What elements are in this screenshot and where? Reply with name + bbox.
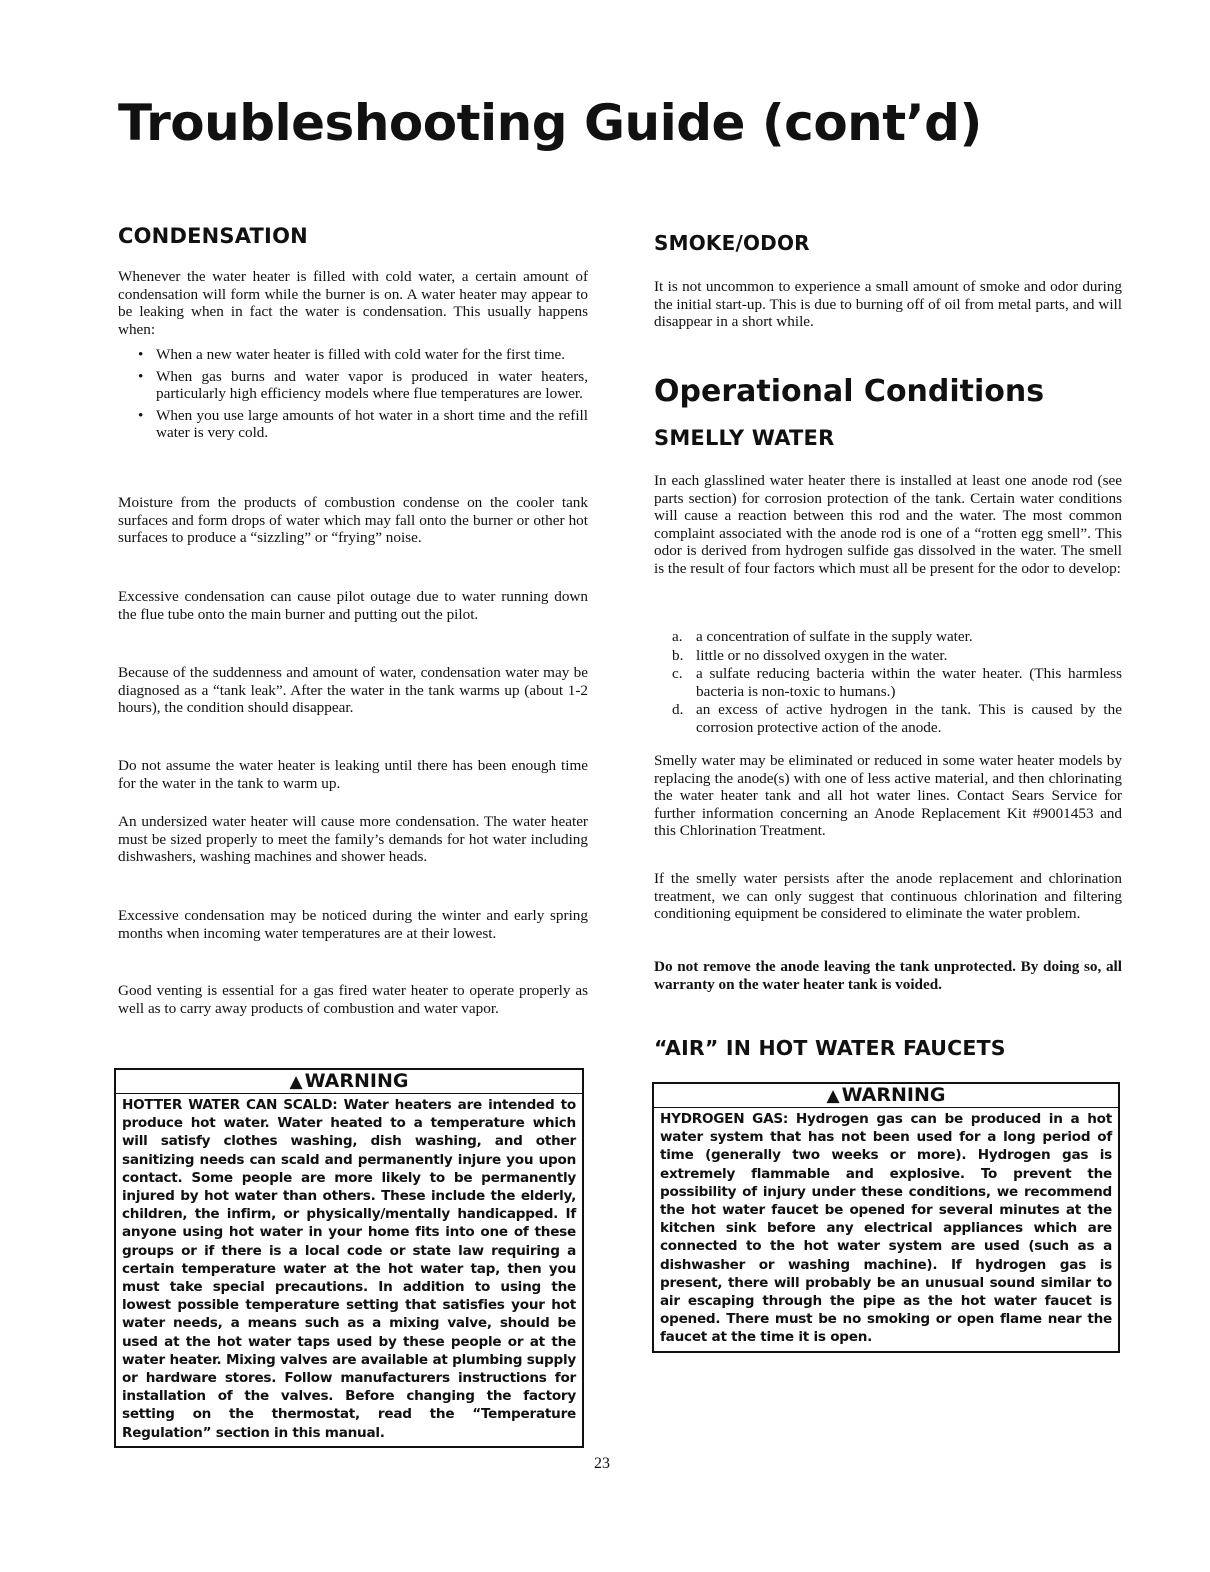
smoke-odor-heading: SMOKE/ODOR	[654, 231, 810, 255]
operational-conditions-heading: Operational Conditions	[654, 374, 1045, 409]
condensation-paragraph: Moisture from the products of combustion condense on the cooler tank surfaces and form drops of water which may fall onto the burner or other hot surfaces to produce a “sizzling” or “frying” noise.	[118, 494, 588, 547]
scald-warning-box	[114, 1068, 584, 1448]
list-marker: b.	[672, 646, 684, 664]
air-in-faucets-heading: “AIR” IN HOT WATER FAUCETS	[654, 1036, 1006, 1060]
condensation-bullet-list	[114, 346, 588, 446]
warning-title	[654, 1084, 1118, 1108]
page-number: 23	[594, 1455, 610, 1472]
list-item	[652, 665, 1122, 700]
list-item: • When a new water heater is filled with cold water for the first time.	[114, 346, 588, 364]
anode-warning-note: Do not remove the anode leaving the tank unprotected. By doing so, all warranty on the water heater tank is voided.	[654, 958, 1122, 993]
list-item: • When gas burns and water vapor is produced in water heaters, particularly high efficiency models where flue temperatures are lower.	[114, 368, 588, 403]
list-item	[652, 628, 1122, 646]
list-item: • When you use large amounts of hot water in a short time and the refill water is very cold.	[114, 407, 588, 442]
warning-title-text: WARNING	[841, 1084, 946, 1106]
list-item-text: an excess of active hydrogen in the tank. This is caused by the corrosion protective action of the anode.	[696, 701, 1122, 736]
condensation-paragraph: Because of the suddenness and amount of water, condensation water may be diagnosed as a “tank leak”. After the water in the tank warms up (about 1-2 hours), the condition should disappear.	[118, 664, 588, 717]
condensation-paragraph: Do not assume the water heater is leaking until there has been enough time for the water in the tank to warm up.	[118, 757, 588, 792]
warning-title	[116, 1070, 582, 1094]
smoke-odor-text: It is not uncommon to experience a small amount of smoke and odor during the initial start-up. This is due to burning off of oil from metal parts, and will disappear in a short while.	[654, 278, 1122, 331]
condensation-paragraph: Good venting is essential for a gas fired water heater to operate properly as well as to carry away products of combustion and water vapor.	[118, 982, 588, 1017]
scald-warning-text: HOTTER WATER CAN SCALD: Water heaters are intended to produce hot water. Water heated to a temperature which will satisfy clothes washing, dish washing, and other sanitizing needs can scald and permanently injure you upon contact. Some people are more likely to be permanently injured by hot water than others. These include the elderly, children, the infirm, or physically/mentally handicapped. If anyone using hot water in your home fits into one of these groups or if there is a local code or state law requiring a certain temperature water at the hot water tap, then you must take special precautions. In addition to using the lowest possible temperature setting that satisfies your hot water needs, a means such as a mixing valve, should be used at the hot water taps used by these people or at the water heater. Mixing valves are available at plumbing supply or hardware stores. Follow manufacturers instructions for installation of the valves. Before changing the factory setting on the thermostat, read the “Temperature Regulation” section in this manual.	[122, 1097, 576, 1441]
odor-factors-list	[652, 628, 1122, 738]
smelly-water-intro: In each glasslined water heater there is installed at least one anode rod (see parts section) for corrosion protection of the tank. Certain water conditions will cause a reaction between this rod and the water. The most common complaint associated with the anode rod is one of a “rotten egg smell”. This odor is derived from hydrogen sulfide gas dissolved in the water. The smell is the result of four factors which must all be present for the odor to develop:	[654, 472, 1122, 577]
smelly-water-remedy: Smelly water may be eliminated or reduced in some water heater models by replacing the anode(s) with one of less active material, and then chlorinating the water heater tank and all hot water lines. Contact Sears Service for further information concerning an Anode Replacement Kit #9001453 and this Chlorination Treatment.	[654, 752, 1122, 840]
condensation-paragraph: Excessive condensation may be noticed during the winter and early spring months when incoming water temperatures are at their lowest.	[118, 907, 588, 942]
list-marker: c.	[672, 665, 683, 683]
hydrogen-warning-box	[652, 1082, 1120, 1353]
condensation-paragraph: An undersized water heater will cause more condensation. The water heater must be sized properly to meet the family’s demands for hot water including dishwashers, washing machines and shower heads.	[118, 813, 588, 866]
list-marker: a.	[672, 628, 683, 645]
condensation-paragraph: Excessive condensation can cause pilot outage due to water running down the flue tube onto the main burner and putting out the pilot.	[118, 588, 588, 623]
warning-triangle-icon: ▲	[289, 1072, 303, 1092]
condensation-heading: CONDENSATION	[118, 224, 308, 248]
smelly-water-heading: SMELLY WATER	[654, 426, 835, 450]
smelly-water-persist: If the smelly water persists after the anode replacement and chlorination treatment, we can only suggest that continuous chlorination and filtering conditioning equipment be considered to eliminate the water problem.	[654, 870, 1122, 923]
list-item-text: a concentration of sulfate in the supply water.	[696, 628, 973, 645]
condensation-intro: Whenever the water heater is filled with cold water, a certain amount of condensation will form while the burner is on. A water heater may appear to be leaking when in fact the water is condensation. This usually happens when:	[118, 268, 588, 338]
warning-title-text: WARNING	[304, 1070, 409, 1092]
page-title: Troubleshooting Guide (cont’d)	[118, 94, 982, 152]
list-item-text: little or no dissolved oxygen in the water.	[696, 646, 948, 664]
list-item	[652, 647, 1122, 665]
list-item	[652, 701, 1122, 736]
hydrogen-warning-text: HYDROGEN GAS: Hydrogen gas can be produced in a hot water system that has not been used for a long period of time (generally two weeks or more). Hydrogen gas is extremely flammable and explosive. To prevent the possibility of injury under these conditions, we recommend the hot water faucet be opened for several minutes at the kitchen sink before any electrical appliances which are connected to the hot water system are used (such as a dishwasher or washing machine). If hydrogen gas is present, there will probably be an unusual sound similar to air escaping through the pipe as the hot water faucet is opened. There must be no smoking or open flame near the faucet at the time it is open.	[660, 1111, 1112, 1346]
warning-triangle-icon: ▲	[826, 1086, 840, 1106]
list-marker: d.	[672, 701, 684, 719]
list-item-text: a sulfate reducing bacteria within the water heater. (This harmless bacteria is non-toxic to humans.)	[696, 665, 1122, 700]
